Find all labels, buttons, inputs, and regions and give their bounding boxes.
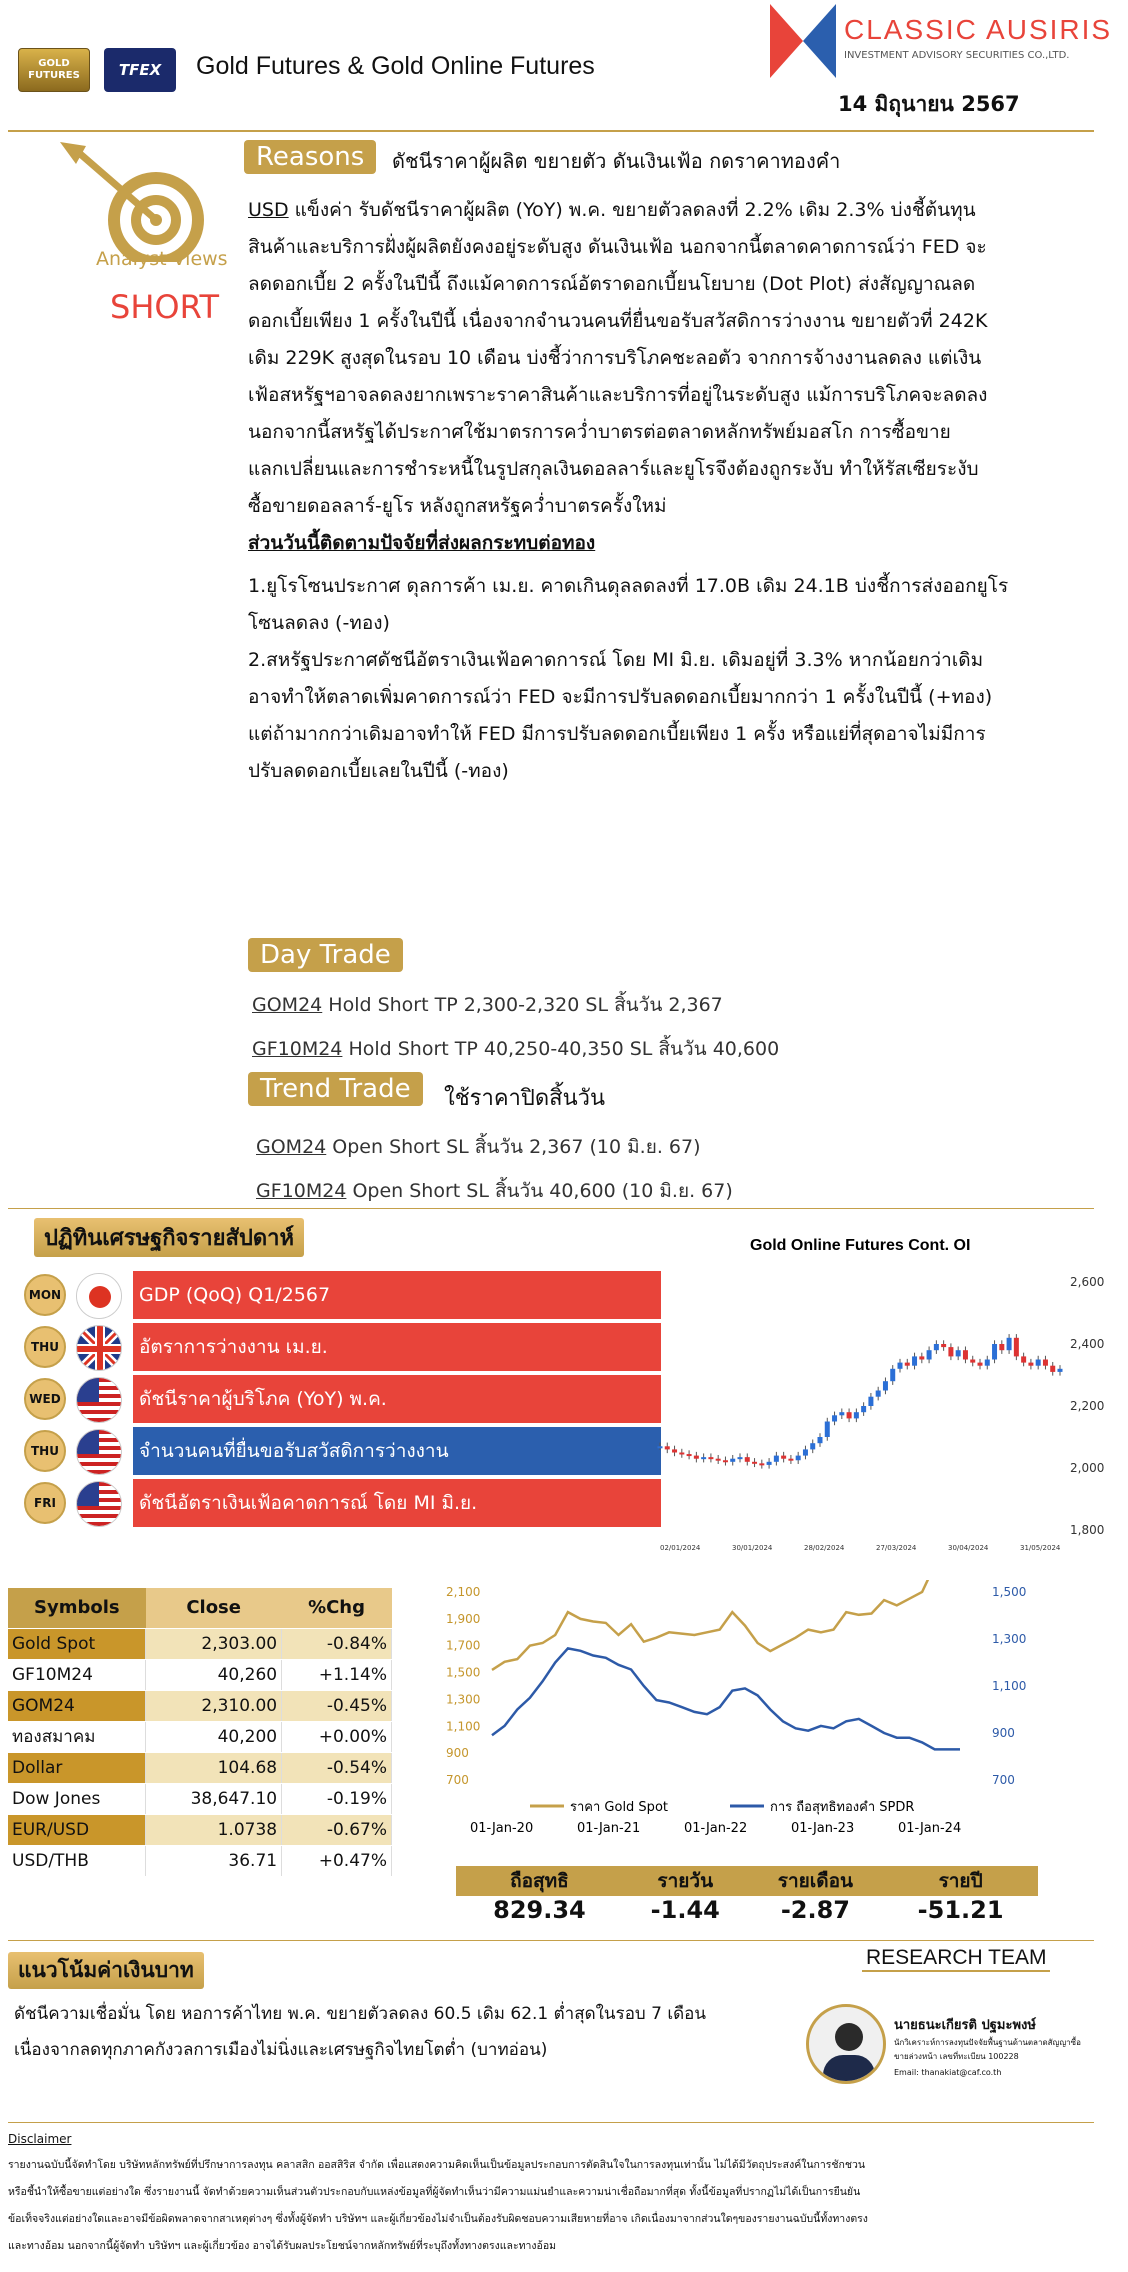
y-right-tick-label: 1,500 bbox=[992, 1585, 1027, 1599]
symbol-cell: ทองสมาคม bbox=[8, 1721, 146, 1752]
event-label: อัตราการว่างงาน เม.ย. bbox=[132, 1322, 662, 1372]
candle-body bbox=[803, 1449, 808, 1455]
analyst-role: นักวิเคราะห์การลงทุนปัจจัยพื้นฐานด้านตลาดสัญญาซื้อ bbox=[894, 2038, 1081, 2047]
candle-body bbox=[672, 1449, 677, 1452]
reasons-line-text: แข็งค่า รับดัชนีราคาผู้ผลิต (YoY) พ.ค. ขยายตัวลดลงที่ 2.2% เดิม 2.3% บ่งชี้ต้นทุน bbox=[294, 199, 976, 221]
candle-body bbox=[767, 1462, 772, 1465]
event-day-badge: FRI bbox=[24, 1482, 66, 1524]
table-row bbox=[8, 1721, 392, 1752]
trend-trade-symbol: GOM24 bbox=[256, 1136, 327, 1158]
logo-gold-text: GOLD FUTURES bbox=[28, 58, 80, 81]
market-table-header bbox=[8, 1588, 392, 1628]
candle-body bbox=[883, 1381, 888, 1390]
x-tick-label: 28/02/2024 bbox=[804, 1544, 845, 1552]
x-tick-label: 30/04/2024 bbox=[948, 1544, 989, 1552]
candle-body bbox=[818, 1437, 823, 1443]
change-cell: -0.84% bbox=[282, 1628, 392, 1659]
x-tick-label: 01-Jan-22 bbox=[684, 1821, 748, 1836]
analyst-views-label: Analyst Views bbox=[96, 248, 228, 270]
brand-subtitle: INVESTMENT ADVISORY SECURITIES CO.,LTD. bbox=[844, 50, 1070, 61]
disclaimer-body bbox=[8, 2152, 1118, 2260]
day-trade-text: Hold Short TP 40,250-40,350 SL สิ้นวัน 40,600 bbox=[342, 1038, 780, 1060]
symbol-cell: USD/THB bbox=[8, 1845, 146, 1876]
disclaimer-line: และทางอ้อม นอกจากนี้ผู้จัดทำ บริษัทฯ และผู้เกี่ยวข้อง อาจได้รับผลประโยชน์จากหลักทรัพย์ที่ระบุถึงทั้งทางตรงและทางอ้อม bbox=[8, 2240, 557, 2252]
candle-body bbox=[745, 1457, 750, 1462]
candle-body bbox=[658, 1446, 663, 1448]
spdr-holdings-line bbox=[492, 1648, 960, 1749]
section-divider bbox=[8, 2122, 1094, 2123]
trend-trade-pill: Trend Trade bbox=[248, 1072, 423, 1106]
legend-label: ราคา Gold Spot bbox=[570, 1800, 668, 1815]
analyst-role: ขายล่วงหน้า เลขที่ทะเบียน 100228 bbox=[894, 2052, 1019, 2061]
summary-value: 829.34 bbox=[493, 1896, 586, 1924]
reasons-body bbox=[248, 192, 1112, 790]
report-date: 14 มิถุนายน 2567 bbox=[838, 92, 1020, 116]
trend-trade-symbol: GF10M24 bbox=[256, 1180, 347, 1202]
day-trade-item bbox=[252, 1034, 779, 1064]
spdr-summary-table bbox=[456, 1866, 1038, 1924]
us-flag-icon bbox=[76, 1481, 122, 1527]
trend-trade-text: Open Short SL สิ้นวัน 40,600 (10 มิ.ย. 67) bbox=[346, 1180, 733, 1202]
follow-line: 1.ยูโรโซนประกาศ ดุลการค้า เม.ย. คาดเกินดุลลดลงที่ 17.0B เดิม 24.1B บ่งชี้การส่งออกยูโร bbox=[248, 575, 1009, 597]
us-flag-icon bbox=[76, 1429, 122, 1475]
day-trade-item bbox=[252, 990, 723, 1020]
reasons-line: แลกเปลี่ยนและการชำระหนี้ในรูปสกุลเงินดอลลาร์และยูโรจึงต้องถูกระงับ ทำให้รัสเซียระงับ bbox=[248, 458, 979, 480]
trend-trade-item bbox=[256, 1176, 733, 1206]
candle-body bbox=[992, 1344, 997, 1360]
candle-body bbox=[1028, 1363, 1033, 1366]
disclaimer-line: รายงานฉบับนี้จัดทำโดย บริษัทหลักทรัพย์ที่ปรึกษาการลงทุน คลาสสิก ออสสิริส จำกัด เพื่อแสดงความคิดเห็นเป็นข้อมูลประกอบการตัดสินใจในการลงทุนเท่านั้น ไม่ได้มีวัตถุประสงค์ในการชักชวน bbox=[8, 2159, 866, 2171]
target-arrow-icon bbox=[56, 142, 232, 262]
change-cell: +1.14% bbox=[282, 1659, 392, 1690]
reasons-pill: Reasons bbox=[244, 140, 376, 174]
column-header: Close bbox=[146, 1588, 282, 1628]
close-cell: 38,647.10 bbox=[146, 1783, 282, 1814]
day-trade-text: Hold Short TP 2,300-2,320 SL สิ้นวัน 2,367 bbox=[322, 994, 723, 1016]
close-cell: 2,303.00 bbox=[146, 1628, 282, 1659]
follow-line: โซนลดลง (-ทอง) bbox=[248, 612, 390, 634]
table-row bbox=[8, 1783, 392, 1814]
candle-body bbox=[1021, 1356, 1026, 1362]
summary-header: รายวัน bbox=[623, 1866, 748, 1896]
candle-body bbox=[694, 1456, 699, 1459]
event-day-badge: WED bbox=[24, 1378, 66, 1420]
y-right-tick-label: 700 bbox=[992, 1773, 1015, 1787]
analyst-view-short: SHORT bbox=[110, 288, 220, 326]
event-label: ดัชนีอัตราเงินเฟ้อคาดการณ์ โดย MI มิ.ย. bbox=[132, 1478, 662, 1528]
day-trade-pill: Day Trade bbox=[248, 938, 403, 972]
table-row bbox=[8, 1690, 392, 1721]
reasons-line: ดอกเบี้ยเพียง 1 ครั้งในปีนี้ เนื่องจากจำนวนคนที่ยื่นขอรับสวัสดิการว่างงาน ขยายตัวที่ 242K bbox=[248, 310, 988, 332]
candle-body bbox=[919, 1356, 924, 1359]
gold-online-oi-chart bbox=[640, 1220, 1128, 1560]
y-left-tick-label: 1,500 bbox=[446, 1665, 481, 1680]
candle-body bbox=[730, 1459, 735, 1462]
candle-body bbox=[723, 1460, 728, 1462]
disclaimer-line: ข้อเท็จจริงแต่อย่างใดและอาจมีข้อผิดพลาดจากสาเหตุต่างๆ ซึ่งทั้งผู้จัดทำ บริษัทฯ และผู้เกี่ยวข้องไม่จำเป็นต้องรับผิดชอบความเสียหายที่อาจ เกิดเนื่องมาจากส่วนใดๆของรายงานฉบับนี้ทั้งทางตรง bbox=[8, 2213, 868, 2225]
usd-label: USD bbox=[248, 199, 289, 221]
column-header: Symbols bbox=[8, 1588, 146, 1628]
symbol-cell: Gold Spot bbox=[8, 1628, 146, 1659]
candle-body bbox=[999, 1344, 1004, 1350]
market-table bbox=[8, 1588, 392, 1877]
close-cell: 2,310.00 bbox=[146, 1690, 282, 1721]
y-tick-label: 2,200 bbox=[1070, 1399, 1105, 1413]
trend-trade-item bbox=[256, 1132, 701, 1162]
day-trade-symbol: GF10M24 bbox=[252, 1038, 343, 1060]
candle-body bbox=[898, 1363, 903, 1369]
candle-body bbox=[825, 1422, 830, 1438]
candle-body bbox=[847, 1412, 852, 1418]
candle-body bbox=[839, 1412, 844, 1415]
candle-body bbox=[774, 1456, 779, 1462]
candle-body bbox=[970, 1360, 975, 1363]
person-icon bbox=[809, 2007, 886, 2084]
candle-body bbox=[868, 1397, 873, 1406]
summary-value: -1.44 bbox=[650, 1896, 720, 1924]
page-title: Gold Futures & Gold Online Futures bbox=[196, 52, 595, 80]
chart-title: Gold Online Futures Cont. OI bbox=[750, 1237, 971, 1254]
candle-body bbox=[665, 1446, 670, 1449]
uk-flag-icon bbox=[76, 1325, 122, 1371]
candle-body bbox=[687, 1454, 692, 1456]
y-left-tick-label: 1,100 bbox=[446, 1719, 481, 1734]
candle-body bbox=[905, 1363, 910, 1366]
reasons-headline: ดัชนีราคาผู้ผลิต ขยายตัว ดันเงินเฟ้อ กดราคาทองคำ bbox=[392, 149, 841, 173]
reasons-line: ลดดอกเบี้ย 2 ครั้งในปีนี้ ถึงแม้คาดการณ์อัตราดอกเบี้ยนโยบาย (Dot Plot) ส่งสัญญาณลด bbox=[248, 273, 976, 295]
x-tick-label: 01-Jan-24 bbox=[898, 1821, 962, 1836]
table-row bbox=[8, 1659, 392, 1690]
y-tick-label: 2,600 bbox=[1070, 1275, 1105, 1289]
summary-value: -2.87 bbox=[780, 1896, 850, 1924]
day-trade-symbol: GOM24 bbox=[252, 994, 323, 1016]
baht-pill: แนวโน้มค่าเงินบาท bbox=[8, 1952, 204, 1989]
reasons-line: ซื้อขายดอลลาร์-ยูโร หลังถูกสหรัฐคว่ำบาตรครั้งใหม่ bbox=[248, 495, 667, 517]
candle-body bbox=[854, 1412, 859, 1418]
reasons-line: สินค้าและบริการฝั่งผู้ผลิตยังคงอยู่ระดับสูง ดันเงินเฟ้อ นอกจากนี้ตลาดคาดการณ์ว่า FED จะ bbox=[248, 236, 987, 258]
candle-body bbox=[861, 1406, 866, 1412]
close-cell: 104.68 bbox=[146, 1752, 282, 1783]
candle-body bbox=[788, 1459, 793, 1461]
y-tick-label: 1,800 bbox=[1070, 1523, 1105, 1537]
table-row bbox=[8, 1845, 392, 1876]
reasons-line: เดิม 229K สูงสุดในรอบ 10 เดือน บ่งชี้ว่าการบริโภคชะลอตัว จากการจ้างงานลดลง แต่เงิน bbox=[248, 347, 982, 369]
y-right-tick-label: 1,300 bbox=[992, 1632, 1027, 1646]
change-cell: -0.67% bbox=[282, 1814, 392, 1845]
x-tick-label: 01-Jan-21 bbox=[577, 1821, 641, 1836]
candle-body bbox=[752, 1462, 757, 1464]
event-day-badge: THU bbox=[24, 1326, 66, 1368]
follow-title: ส่วนวันนี้ติดตามปัจจัยที่ส่งผลกระทบต่อทอง bbox=[248, 532, 596, 554]
follow-line: อาจทำให้ตลาดเพิ่มคาดการณ์ว่า FED จะมีการปรับลดดอกเบี้ยมากกว่า 1 ครั้งในปีนี้ (+ทอง) bbox=[248, 686, 993, 708]
candle-body bbox=[985, 1360, 990, 1366]
y-left-tick-label: 1,300 bbox=[446, 1692, 481, 1707]
table-row bbox=[8, 1814, 392, 1845]
candle-body bbox=[1007, 1338, 1012, 1350]
candle-body bbox=[679, 1453, 684, 1455]
candle-body bbox=[708, 1457, 713, 1459]
candle-body bbox=[978, 1363, 983, 1366]
y-left-tick-label: 1,700 bbox=[446, 1638, 481, 1653]
symbol-cell: Dollar bbox=[8, 1752, 146, 1783]
change-cell: +0.47% bbox=[282, 1845, 392, 1876]
event-label: ดัชนีราคาผู้บริโภค (YoY) พ.ค. bbox=[132, 1374, 662, 1424]
candle-body bbox=[927, 1350, 932, 1359]
header-divider bbox=[8, 130, 1094, 132]
y-left-tick-label: 900 bbox=[446, 1746, 469, 1761]
baht-line: เนื่องจากลดทุกภาคกังวลการเมืองไม่นิ่งและเศรษฐกิจไทยโตต่ำ (บาทอ่อน) bbox=[14, 2040, 548, 2060]
symbol-cell: GF10M24 bbox=[8, 1659, 146, 1690]
symbol-cell: GOM24 bbox=[8, 1690, 146, 1721]
y-left-tick-label: 700 bbox=[446, 1773, 469, 1787]
analyst-avatar bbox=[806, 2004, 886, 2084]
summary-header: ถือสุทธิ bbox=[456, 1866, 623, 1896]
brand-name: CLASSIC AUSIRIS bbox=[844, 14, 1113, 45]
candle-body bbox=[890, 1369, 895, 1381]
summary-value-row bbox=[456, 1896, 1038, 1924]
calendar-title: ปฏิทินเศรษฐกิจรายสัปดาห์ bbox=[34, 1218, 304, 1257]
y-left-tick-label: 1,900 bbox=[446, 1611, 481, 1626]
x-tick-label: 27/03/2024 bbox=[876, 1544, 917, 1552]
close-cell: 36.71 bbox=[146, 1845, 282, 1876]
candle-body bbox=[956, 1350, 961, 1356]
legend-label: การ ถือสุทธิทองคำ SPDR bbox=[770, 1800, 915, 1815]
candle-body bbox=[876, 1391, 881, 1397]
disclaimer-line: หรือชี้นำให้ซื้อขายแต่อย่างใด ซึ่งรายงานนี้ จัดทำด้วยความเห็นส่วนตัวประกอบกับแหล่งข้อมูลที่ผู้จัดทำเห็นว่ามีความแม่นยำและความน่าเชื่อถือมากที่สุด ทั้งนี้ข้อมูลที่ปรากฏไม่ได้เป็นการยืนยัน bbox=[8, 2186, 861, 2198]
event-label: จำนวนคนที่ยื่นขอรับสวัสดิการว่างงาน bbox=[132, 1426, 662, 1476]
table-row bbox=[8, 1628, 392, 1659]
follow-line: แต่ถ้ามากกว่าเดิมอาจทำให้ FED มีการปรับลดดอกเบี้ยเพียง 1 ครั้ง หรือแย่ที่สุดอาจไม่มีการ bbox=[248, 723, 986, 745]
candle-body bbox=[948, 1347, 953, 1356]
research-team-title: RESEARCH TEAM bbox=[862, 1946, 1050, 1972]
section-divider bbox=[8, 1940, 1094, 1941]
close-cell: 1.0738 bbox=[146, 1814, 282, 1845]
y-right-tick-label: 1,100 bbox=[992, 1679, 1027, 1693]
candle-body bbox=[912, 1356, 917, 1365]
reasons-line: นอกจากนี้สหรัฐได้ประกาศใช้มาตรการคว่ำบาตรต่อตลาดหลักทรัพย์มอสโก การซื้อขาย bbox=[248, 421, 951, 443]
y-right-tick-label: 900 bbox=[992, 1726, 1015, 1740]
section-divider bbox=[8, 1208, 1094, 1209]
event-day-badge: MON bbox=[24, 1274, 66, 1316]
brand-logo-icon bbox=[770, 4, 836, 78]
event-label: GDP (QoQ) Q1/2567 bbox=[132, 1270, 662, 1320]
close-cell: 40,260 bbox=[146, 1659, 282, 1690]
symbol-cell: Dow Jones bbox=[8, 1783, 146, 1814]
candle-body bbox=[832, 1415, 837, 1421]
trend-trade-text: Open Short SL สิ้นวัน 2,367 (10 มิ.ย. 67) bbox=[326, 1136, 701, 1158]
table-row bbox=[8, 1752, 392, 1783]
y-left-tick-label: 2,100 bbox=[446, 1585, 481, 1599]
column-header: %Chg bbox=[282, 1588, 392, 1628]
summary-header-row bbox=[456, 1866, 1038, 1896]
reasons-line: เฟ้อสหรัฐฯอาจลดลงยากเพราะราคาสินค้าและบริการที่อยู่ในระดับสูง แม้การบริโภคจะลดลง bbox=[248, 384, 988, 406]
baht-line: ดัชนีความเชื่อมั่น โดย หอการค้าไทย พ.ค. ขยายตัวลดลง 60.5 เดิม 62.1 ต่ำสุดในรอบ 7 เดือน bbox=[14, 2004, 706, 2024]
candle-body bbox=[941, 1344, 946, 1347]
summary-value: -51.21 bbox=[917, 1896, 1004, 1924]
change-cell: +0.00% bbox=[282, 1721, 392, 1752]
x-tick-label: 02/01/2024 bbox=[660, 1544, 701, 1552]
candle-body bbox=[934, 1344, 939, 1350]
candle-body bbox=[738, 1457, 743, 1459]
reasons-line bbox=[248, 192, 1112, 229]
candle-body bbox=[1014, 1338, 1019, 1357]
candle-body bbox=[1036, 1360, 1041, 1366]
analyst-email: Email: thanakiat@caf.co.th bbox=[894, 2068, 1002, 2077]
symbol-cell: EUR/USD bbox=[8, 1814, 146, 1845]
japan-flag-icon bbox=[76, 1273, 122, 1319]
close-cell: 40,200 bbox=[146, 1721, 282, 1752]
disclaimer-title: Disclaimer bbox=[8, 2132, 72, 2146]
logo-tfex bbox=[104, 48, 176, 92]
summary-header: รายเดือน bbox=[748, 1866, 884, 1896]
candle-body bbox=[796, 1456, 801, 1461]
change-cell: -0.45% bbox=[282, 1690, 392, 1721]
candle-body bbox=[1058, 1369, 1063, 1372]
candle-body bbox=[963, 1350, 968, 1359]
change-cell: -0.54% bbox=[282, 1752, 392, 1783]
summary-header: รายปี bbox=[883, 1866, 1038, 1896]
y-tick-label: 2,400 bbox=[1070, 1337, 1105, 1351]
follow-line: ปรับลดดอกเบี้ยเลยในปีนี้ (-ทอง) bbox=[248, 760, 509, 782]
candle-body bbox=[810, 1443, 815, 1449]
x-tick-label: 31/05/2024 bbox=[1020, 1544, 1061, 1552]
candle-body bbox=[1043, 1360, 1048, 1366]
candle-body bbox=[759, 1463, 764, 1465]
follow-line: 2.สหรัฐประกาศดัชนีอัตราเงินเฟ้อคาดการณ์ โดย MI มิ.ย. เดิมอยู่ที่ 3.3% หากน้อยกว่าเดิม bbox=[248, 649, 984, 671]
change-cell: -0.19% bbox=[282, 1783, 392, 1814]
trend-trade-note: ใช้ราคาปิดสิ้นวัน bbox=[444, 1086, 606, 1111]
candle-body bbox=[781, 1456, 786, 1459]
gold-spot-spdr-chart bbox=[440, 1580, 1040, 1840]
candle-body bbox=[716, 1459, 721, 1461]
x-tick-label: 01-Jan-23 bbox=[791, 1821, 855, 1836]
analyst-name: นายธนะเกียรติ ปฐมะพงษ์ bbox=[894, 2018, 1036, 2033]
x-tick-label: 01-Jan-20 bbox=[470, 1821, 534, 1836]
candle-body bbox=[701, 1457, 706, 1459]
logo-gold-futures bbox=[18, 48, 90, 92]
event-day-badge: THU bbox=[24, 1430, 66, 1472]
us-flag-icon bbox=[76, 1377, 122, 1423]
candle-body bbox=[1050, 1366, 1055, 1372]
y-tick-label: 2,000 bbox=[1070, 1461, 1105, 1475]
x-tick-label: 30/01/2024 bbox=[732, 1544, 773, 1552]
logo-tfex-text: TFEX bbox=[118, 61, 162, 79]
